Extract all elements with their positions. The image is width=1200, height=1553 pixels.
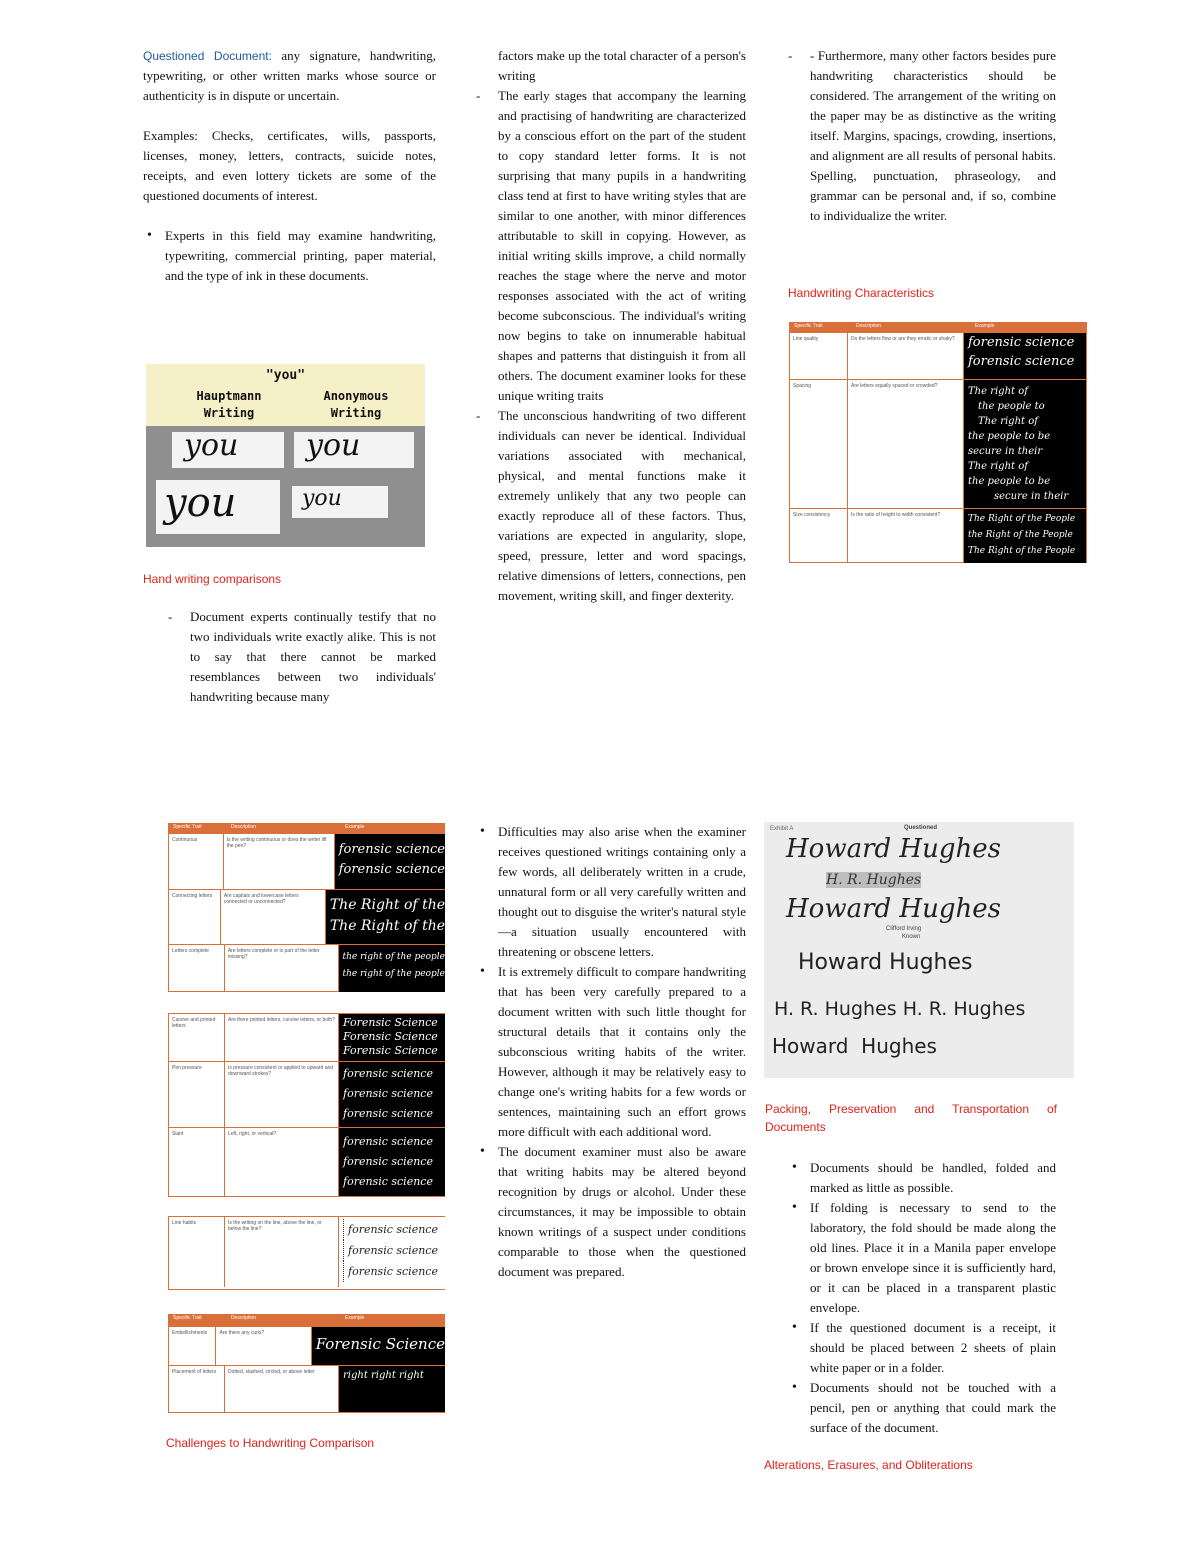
difficult-compare-bullet [476,962,746,1142]
example-line: The Right of the People [968,546,1076,556]
receipt-bullet [788,1318,1056,1378]
description-cell: Left, right, or vertical? [225,1128,339,1196]
description-cell: Is pressure consistent or applied to upward and downward strokes? [225,1062,339,1127]
sample-card-1 [172,428,284,468]
traits-table-b [168,1013,445,1197]
furthermore-item [788,46,1056,226]
column-2 [476,46,746,606]
header-trait: Specific Trait [794,323,823,329]
handwriting-characteristics-heading: Handwriting Characteristics [788,286,935,300]
handling-text: Documents should be handled, folded and marked as little as possible. [810,1160,1056,1195]
description-cell: Are there printed letters, cursive letters, or both? [225,1014,339,1061]
header-trait: Specific Trait [173,1315,202,1321]
example-line: secure in their [994,491,1069,502]
examples-paragraph: Examples: Checks, certificates, wills, passports, licenses, money, letters, contracts, suicide notes, receipts, and even lottery tickets are some of the questioned documents of interest. [143,128,436,203]
early-stages-text: The early stages that accompany the learning and practising of handwriting are characterized by a conscious effort on the part of the student to copy standard letter forms. It is not surprising that many pupils in a handwriting class tend at first to have writing styles that are similar to one another, with minor differences attributable to skill in copying. However, as initial writing skills improve, a child normally reaches the stage where the nerve and motor responses associated with the act of writing become subconscious. The individual's writing now begins to take on innumerable habitual shapes and patterns that distinguish it from all others. The document examiner looks for these unique writing traits [498,88,746,403]
howard-hughes-exhibit-image [764,822,1074,1078]
example-line: The right of [968,386,1028,397]
questioned-document-label: Questioned Document: [143,49,272,63]
examiner-aware-text: The document examiner must also be aware that writing habits may be altered beyond recognition by drugs or alcohol. Under these circumstances, it may be impossible to obtain known writings of a suspect under conditions comparable to those when the questioned document was prepared. [498,1144,746,1279]
sample-card-3 [156,480,280,534]
unconscious-handwriting-item [476,406,746,606]
questioned-document-definition [143,46,436,106]
table-row [790,332,1086,379]
example-line: The Right of the [329,918,445,934]
hauptmann-label: Hauptmann Writing [196,389,262,420]
trait-cell: Line quality [790,333,848,379]
continuation-text: factors make up the total character of a person's writing [498,48,746,83]
header-description: Description [231,1315,257,1321]
folding-text: If folding is necessary to send to the laboratory, the fold should be made along the old lines. Place it in a Manila paper envelope or brown envelope since it is sufficiently hard, or it can be placed in a transparent plastic envelope. [810,1200,1056,1315]
example-cell [312,1327,445,1365]
receipt-text: If the questioned document is a receipt, it should be placed between 2 sheets of plain white paper or in a folder. [810,1320,1056,1375]
table-row [169,1014,445,1061]
table-header [169,1315,445,1326]
header-example: Example [345,1315,365,1321]
description-cell: Are letters complete or is part of the letter missing? [225,945,339,992]
table-row [169,833,445,889]
experts-testify-item [168,607,436,707]
example-line: forensic science [968,354,1075,369]
example-line: Forensic Science [343,1016,438,1029]
questioned-label: Questioned [904,825,938,831]
example-line: The right of [978,416,1038,427]
example-line: Forensic Science [343,1044,438,1057]
early-stages-item [476,86,746,406]
header-example: Example [345,824,365,830]
example-cell [339,1014,445,1061]
column-1 [143,46,436,286]
example-line: the people to [978,401,1045,412]
description-cell: Is the writing continuous or does the writer lift the pen? [224,834,335,889]
trait-cell: Embellishments [169,1327,216,1365]
no-touch-bullet [788,1378,1056,1438]
description-cell: Are letters equally spaced or crowded? [848,380,964,508]
table-header [169,824,445,833]
example-cell [326,890,445,944]
handling-bullet [788,1158,1056,1198]
header-description: Description [231,824,257,830]
example-cell [339,1062,445,1127]
description-cell: Is the ratio of height to width consistent? [848,509,964,563]
example-line: secure in their [968,446,1043,457]
description-cell: Are there any curls? [216,1327,311,1365]
table-row [169,1326,445,1365]
traits-table-d [168,1314,445,1413]
packing-heading: Packing, Preservation and Transportation of Documents [765,1102,1057,1134]
example-line: the right of the people [342,952,445,962]
example-cell [339,1128,445,1196]
challenges-heading: Challenges to Handwriting Comparison [166,1436,375,1450]
column-5 [476,822,746,1282]
sample-text-3: you [164,480,237,526]
example-cell [964,509,1086,563]
traits-table-a [168,823,445,992]
trait-cell: Letters complete [169,945,225,992]
example-line: forensic science [343,1175,433,1188]
experts-testify-text: Document experts continually testify that no two individuals write exactly alike. This is not to say that there cannot be marked resemblances between two individuals' handwriting because many [190,609,436,704]
example-line: forensic science [968,335,1075,350]
description-cell: Is the writing on the line, above the line, or below the line? [225,1217,339,1287]
known-label: Known [902,934,921,940]
example-line: the people to be [968,431,1051,442]
exhibit-caption: Clifford Irving [886,926,922,932]
difficulties-text: Difficulties may also arise when the examiner receives questioned writings containing only a few words, all deliberately written in a crude, unnatural form or all very carefully written and thought out to disguise the writer's natural style—a situation usually encountered with threatening or obscene letters. [498,824,746,959]
sample-text-4: you [302,486,342,511]
table-header [790,323,1086,332]
example-cell [339,1366,445,1412]
table-row [169,1061,445,1127]
example-line: forensic science [343,1240,445,1261]
table-row [169,944,445,992]
example-line: forensic science [343,1087,433,1100]
furthermore-text: - Furthermore, many other factors besides pure handwriting characteristics should be considered. The arrangement of the writing on the paper may be as distinctive as the writing itself. Margins, spacings, crowding, insertions, and alignment are all results of personal habits. Spelling, punctuation, phraseology, and grammar can be personal and, if so, combine to individualize the writer. [810,48,1056,223]
header-example: Example [975,323,995,329]
column-6 [788,1158,1056,1438]
anonymous-label: Anonymous Writing [323,389,389,420]
example-cell [339,945,446,992]
sample-card-2 [294,428,414,468]
traits-table-c [168,1216,445,1290]
example-line: forensic science [343,1107,433,1120]
description-cell: Dotted, slashed, circled, or above letter [225,1366,339,1412]
questioned-line-3: Howard Hughes [786,894,1001,924]
example-line: The right of [968,461,1028,472]
folding-bullet [788,1198,1056,1318]
sample-text-2: you [306,428,361,463]
example-line: the right of the people [342,969,445,979]
trait-cell: Size consistency [790,509,848,563]
characteristics-table [789,322,1087,563]
example-line: the Right of the People [968,530,1073,540]
table-row [790,379,1086,508]
unconscious-handwriting-text: The unconscious handwriting of two different individuals can never be identical. Individual variations associated with mechanical, physical, and mental functions make it extremely unlikely that any two people can exactly reproduce all of these factors. Thus, variations are expected in angularity, slope, speed, pressure, letter and word spacings, relative dimensions of letters, connections, pen movement, writing skill, and finger dexterity. [498,408,746,603]
example-line: Forensic Science [343,1030,438,1043]
examiner-aware-bullet [476,1142,746,1282]
questioned-line-1: Howard Hughes [786,834,1001,864]
example-line: forensic science [343,1067,433,1080]
experts-bullet-text: Experts in this field may examine handwriting, typewriting, commercial printing, paper material, and the type of ink in these documents. [165,228,436,283]
example-line: the people to be [968,476,1051,487]
example-line: forensic science [343,1261,445,1282]
example-line: The Right of the People [968,514,1076,524]
trait-cell: Line habits [169,1217,225,1287]
column-3 [788,46,1056,226]
example-cell [335,834,445,889]
header-description: Description [856,323,882,329]
exhibit-label: Exhibit A [770,826,794,832]
example-line: forensic science [343,1155,433,1168]
example-cell [964,333,1086,379]
known-line-1: Howard Hughes [798,950,973,975]
image-quote: "you" [265,368,306,383]
example-line: forensic science [343,1219,445,1240]
example-line: right right right [343,1370,424,1381]
alterations-heading: Alterations, Erasures, and Obliterations [764,1458,973,1472]
trait-cell: Cursive and printed letters [169,1014,225,1061]
table-row [169,1217,445,1287]
handwriting-comparisons-heading: Hand writing comparisons [143,572,282,586]
hauptmann-comparison-image [146,364,425,547]
trait-cell: Continuous [169,834,224,889]
known-line-3: Howard Hughes [772,1034,937,1058]
table-row [169,1127,445,1196]
table-row [169,1365,445,1412]
sample-card-4 [292,486,388,518]
example-line: forensic science [338,862,445,877]
difficult-compare-text: It is extremely difficult to compare handwriting that has been very carefully prepared to a document written with such little thought for structural details that it contains only the subconscious writing habits of the writer. However, although it may be relatively easy to change one's writing habits for a few words or sentences, maintaining such an effort grows more difficult with each additional word. [498,964,746,1139]
example-line: forensic science [338,842,445,857]
experts-bullet [143,226,436,286]
no-touch-text: Documents should not be touched with a pencil, pen or anything that could mark the surface of the document. [810,1380,1056,1435]
trait-cell: Spacing [790,380,848,508]
questioned-document-text: any signature, handwriting, typewriting, or other written marks whose source or authenticity is in dispute or uncertain. [143,48,436,103]
known-line-2: H. R. Hughes H. R. Hughes [774,998,1026,1020]
example-line: forensic science [343,1135,433,1148]
description-cell: Are capitals and lowercase letters connected or unconnected? [221,890,326,944]
example-cell [339,1217,445,1287]
trait-cell: Slant [169,1128,225,1196]
table-row [169,889,445,944]
trait-cell: Placement of letters [169,1366,225,1412]
sample-text-1: you [184,428,239,463]
trait-cell: Pen pressure [169,1062,225,1127]
questioned-line-2: H. R. Hughes [826,872,922,888]
header-trait: Specific Trait [173,824,202,830]
difficulties-bullet [476,822,746,962]
description-cell: Do the letters flow or are they erratic or shaky? [848,333,964,379]
example-cell [964,380,1086,508]
example-line: The Right of the [329,897,445,913]
example-line: Forensic Science [315,1335,445,1353]
table-row [790,508,1086,563]
column-1-lower [168,607,436,707]
trait-cell: Connecting letters [169,890,221,944]
